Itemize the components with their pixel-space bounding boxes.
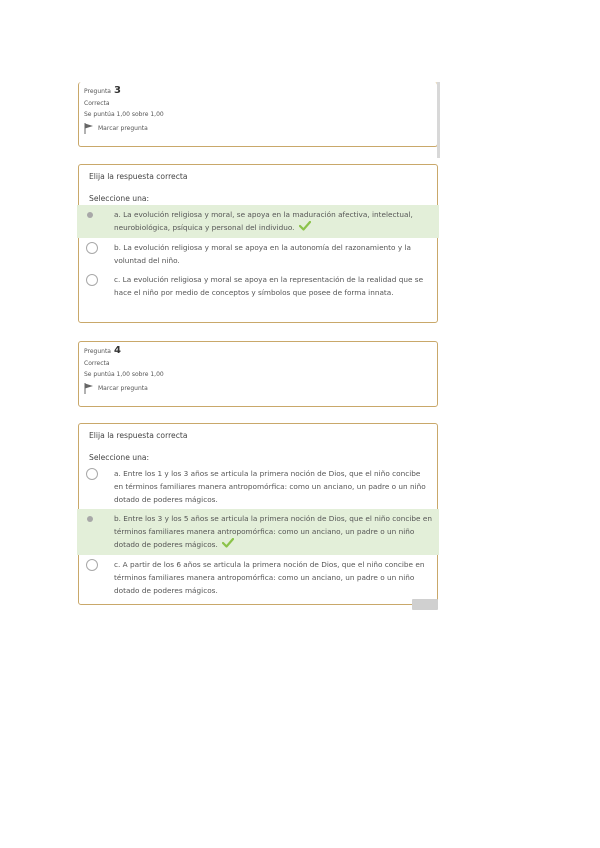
flag-icon: [84, 383, 94, 394]
check-icon: [299, 221, 311, 235]
flag-icon: [84, 123, 94, 134]
radio-button-selected[interactable]: [84, 209, 96, 221]
radio-button[interactable]: [86, 274, 98, 286]
question-number: 4: [113, 345, 121, 356]
answer-text: a. Entre los 1 y los 3 años se articula la primera noción de Dios, que el niño concibe en términos familiares manera antropomórfica: como un anciano, un padre o un niño dotado de poderes mágicos.: [114, 469, 426, 504]
question-label: Pregunta: [84, 88, 111, 95]
question-score: Se puntúa 1,00 sobre 1,00: [84, 371, 164, 378]
radio-button[interactable]: [86, 559, 98, 571]
question-score: Se puntúa 1,00 sobre 1,00: [84, 111, 164, 118]
flag-question-button[interactable]: [84, 383, 432, 394]
question-3-content: [78, 164, 438, 323]
question-number: 3: [113, 85, 121, 96]
question-prompt: Elija la respuesta correcta: [89, 172, 188, 181]
question-4-info: [78, 341, 438, 407]
flag-question-label: Marcar pregunta: [98, 125, 148, 132]
answer-text: c. La evolución religiosa y moral se apoya en la representación de la realidad que se hace el niño por medio de conceptos y símbolos que posee de forma innata.: [114, 275, 424, 297]
check-icon: [222, 538, 234, 552]
flag-question-button[interactable]: [84, 123, 432, 134]
answer-text: c. A partir de los 6 años se articula la primera noción de Dios, que el niño concibe en términos familiares manera antropomórfica: como un anciano, un padre o un niño dotado de poderes mágicos.: [114, 560, 425, 595]
question-status: Correcta: [84, 100, 110, 107]
flag-question-label: Marcar pregunta: [98, 385, 148, 392]
radio-button[interactable]: [86, 468, 98, 480]
select-label: Seleccione una:: [89, 194, 150, 203]
answer-text: b. Entre los 3 y los 5 años se articula la primera noción de Dios, que el niño concibe en términos familiares manera antropomórfica: como un anciano, un padre o un niño dotado de poderes mágicos.: [114, 514, 432, 549]
question-label: Pregunta: [84, 348, 111, 355]
answer-option-a[interactable]: [79, 464, 437, 509]
answer-option-c[interactable]: [79, 555, 437, 600]
answer-text: a. La evolución religiosa y moral, se apoya en la maduración afectiva, intelectual, neurobiológica, psíquica y personal del individuo.: [114, 210, 413, 232]
answer-option-b[interactable]: [77, 509, 439, 555]
next-page-button[interactable]: [412, 599, 438, 610]
question-3-info: [78, 82, 438, 147]
select-label: Seleccione una:: [89, 453, 150, 462]
question-4-content: [78, 423, 438, 605]
radio-button[interactable]: [86, 242, 98, 254]
answer-text: b. La evolución religiosa y moral se apoya en la autonomía del razonamiento y la voluntad del niño.: [114, 243, 411, 265]
scrollbar[interactable]: [437, 82, 440, 158]
answer-option-c[interactable]: [79, 270, 437, 302]
answer-option-a[interactable]: [77, 205, 439, 238]
question-status: Correcta: [84, 360, 110, 367]
radio-button-selected[interactable]: [84, 513, 96, 525]
answer-option-b[interactable]: [79, 238, 437, 270]
question-prompt: Elija la respuesta correcta: [89, 431, 188, 440]
